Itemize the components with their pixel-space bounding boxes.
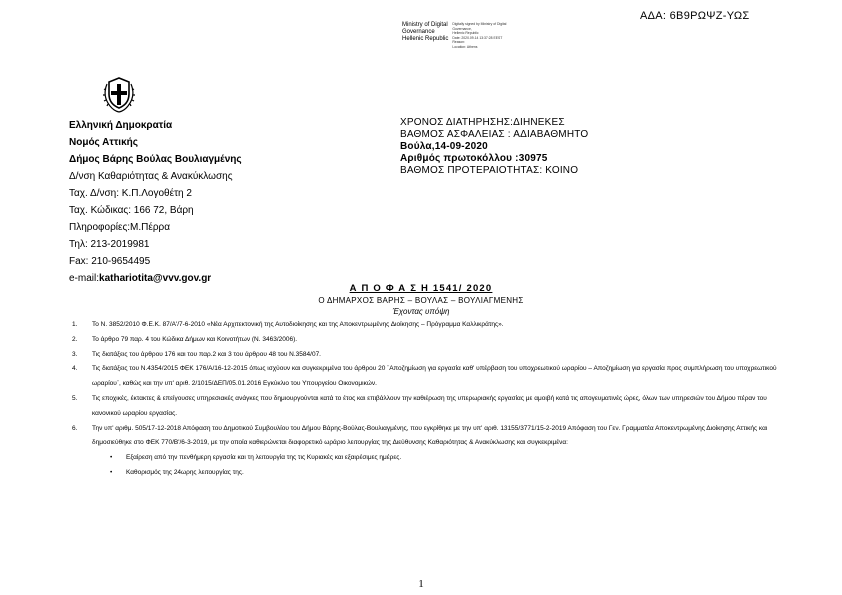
list-item-number: 3. — [72, 350, 78, 358]
list-item-number: 2. — [72, 335, 78, 343]
list-item-number: 5. — [72, 394, 78, 402]
metadata-line: ΒΑΘΜΟΣ ΑΣΦΑΛΕΙΑΣ : ΑΔΙΑΒΑΘΜΗΤΟ — [400, 129, 589, 140]
signature-detail: Hellenic Republic — [452, 31, 479, 35]
signature-details — [452, 22, 522, 49]
bullet-item — [110, 466, 790, 481]
signature-detail: Digitally signed by Ministry of Digital Governance, — [452, 22, 507, 31]
list-item — [72, 362, 790, 392]
page-number: 1 — [418, 578, 424, 590]
metadata-line: Βούλα,14-09-2020 — [400, 141, 488, 152]
issuer-line: Ελληνική Δημοκρατία — [69, 120, 173, 131]
issuer-line: Τηλ: 213-2019981 — [69, 239, 150, 250]
list-item-text: Την υπ' αριθμ. 505/17-12-2018 Απόφαση του Δημοτικού Συμβουλίου του Δήμου Βάρης-Βούλας-Βουλιαγμένης, που εγκρίθηκε με την υπ' αριθ. 13155/3771/15-2-2019 Απόφαση του Γεν. Γραμματέα Αποκεντρωμένης Διοίκησης Αττικής και δημοσιεύθηκε στο ΦΕΚ 770/Β'/6-3-2019, με την οποία καθιερώνεται διαφορετικό ωράριο λειτουργίας της Διεύθυνσης Καθαριότητας & Ανακύκλωσης και συγκεκριμένα: — [92, 424, 768, 447]
list-item — [72, 348, 790, 363]
ada-code: ΑΔΑ: 6Β9ΡΩΨΖ-ΥΩΣ — [640, 10, 750, 22]
issuer-line: Πληροφορίες:Μ.Πέρρα — [69, 222, 170, 233]
list-item — [72, 422, 790, 452]
list-item-text: Τις διατάξεις του Ν.4354/2015 ΦΕΚ 176/Α/16-12-2015 όπως ισχύουν και συγκεκριμένα του άρθρου 20 ¨Αποζημίωση για εργασία καθ' υπέρβαση του υποχρεωτικού ωραρίου – Αποζημίωση για εργασία προς συμπλήρωση του υποχρεωτικού ωραρίου¨, καθώς και την υπ' αριθ. 2/1015/ΔΕΠ/05.01.2016 Εγκύκλιο του Υπουργείου Οικονομικών. — [92, 365, 777, 388]
metadata-line: ΒΑΘΜΟΣ ΠΡΟΤΕΡΑΙΟΤΗΤΑΣ: ΚΟΙΝΟ — [400, 165, 579, 176]
signature-detail: Date: 2020.09.14 13:37:28 EEST — [452, 35, 503, 40]
issuer-line: Ταχ. Κώδικας: 166 72, Βάρη — [69, 205, 194, 216]
issuer-line: Δήμος Βάρης Βούλας Βουλιαγμένης — [69, 154, 242, 165]
metadata-line: ΧΡΟΝΟΣ ΔΙΑΤΗΡΗΣΗΣ:ΔΙΗΝΕΚΕΣ — [400, 117, 565, 128]
bullet-icon: • — [110, 468, 113, 476]
list-item-number: 6. — [72, 424, 78, 432]
issuer-line: Δ/νση Καθαριότητας & Ανακύκλωσης — [69, 171, 233, 182]
list-item-text: Το Ν. 3852/2010 Φ.Ε.Κ. 87/Α'/7-6-2010 «Νέα Αρχιτεκτονική της Αυτοδιοίκησης και της Αποκεντρωμένης Διοίκησης – Πρόγραμμα Καλλικράτης». — [92, 321, 504, 328]
list-item — [72, 392, 790, 422]
issuer-block — [69, 117, 242, 287]
bullet-item — [110, 451, 790, 466]
list-item-number: 4. — [72, 365, 78, 373]
signature-line: Governance — [402, 29, 435, 35]
greek-coat-of-arms-icon — [100, 72, 138, 114]
issuer-line: Ταχ. Δ/νση: Κ.Π.Λογοθέτη 2 — [69, 188, 192, 199]
signature-detail: Reason: — [452, 40, 465, 44]
list-item — [72, 318, 790, 333]
bullet-icon: • — [110, 454, 113, 462]
signature-signer — [402, 22, 448, 49]
considerations-list — [72, 318, 790, 481]
signature-detail: Location: Athens — [452, 44, 478, 49]
list-item-text: Το άρθρο 79 παρ. 4 του Κώδικα Δήμων και Κοινοτήτων (Ν. 3463/2006). — [92, 335, 298, 343]
list-item-number: 1. — [72, 321, 78, 328]
bullet-text: Καθορισμός της 24ωρης λειτουργίας της. — [126, 468, 244, 476]
metadata-line: Αριθμός πρωτοκόλλου :30975 — [400, 153, 548, 164]
bullet-list — [110, 451, 790, 481]
list-item-text: Τις διατάξεις του άρθρου 176 και του παρ.2 και 3 του άρθρου 48 του Ν.3584/07. — [92, 350, 321, 358]
mayor-heading: Ο ΔΗΜΑΡΧΟΣ ΒΑΡΗΣ – ΒΟΥΛΑΣ – ΒΟΥΛΙΑΓΜΕΝΗΣ — [318, 296, 524, 305]
issuer-line: Fax: 210-9654495 — [69, 256, 151, 267]
document-metadata-block — [400, 117, 588, 177]
email-label: e-mail: — [69, 273, 100, 284]
bullet-text: Εξαίρεση από την πενθήμερη εργασία και τη λειτουργία της τις Κυριακές και εξαιρέσιμες ημέρες. — [126, 454, 402, 462]
considering-heading: Έχοντας υπόψη — [392, 307, 450, 316]
signature-line: Hellenic Republic — [402, 36, 449, 42]
email-address: kathariotita@vvv.gov.gr — [99, 273, 212, 284]
list-item-text: Τις εποχικές, έκτακτες & επείγουσες υπηρεσιακές ανάγκες που δημιουργούνται κατά το έτος και επιβάλλουν την καθιέρωση της υπερωριακής εργασίας με αμοιβή κατά τις απογευματινές ώρες, όλων των υπηρεσιών του Δήμου πέραν του κανονικού ωραρίου εργασίας. — [92, 394, 767, 417]
digital-signature-stamp — [402, 22, 522, 49]
issuer-line: Νομός Αττικής — [69, 137, 138, 148]
signature-line: Ministry of Digital — [402, 22, 448, 28]
list-item — [72, 333, 790, 348]
decision-title: Α Π Ο Φ Α Σ Η 1541/ 2020 — [349, 283, 493, 294]
